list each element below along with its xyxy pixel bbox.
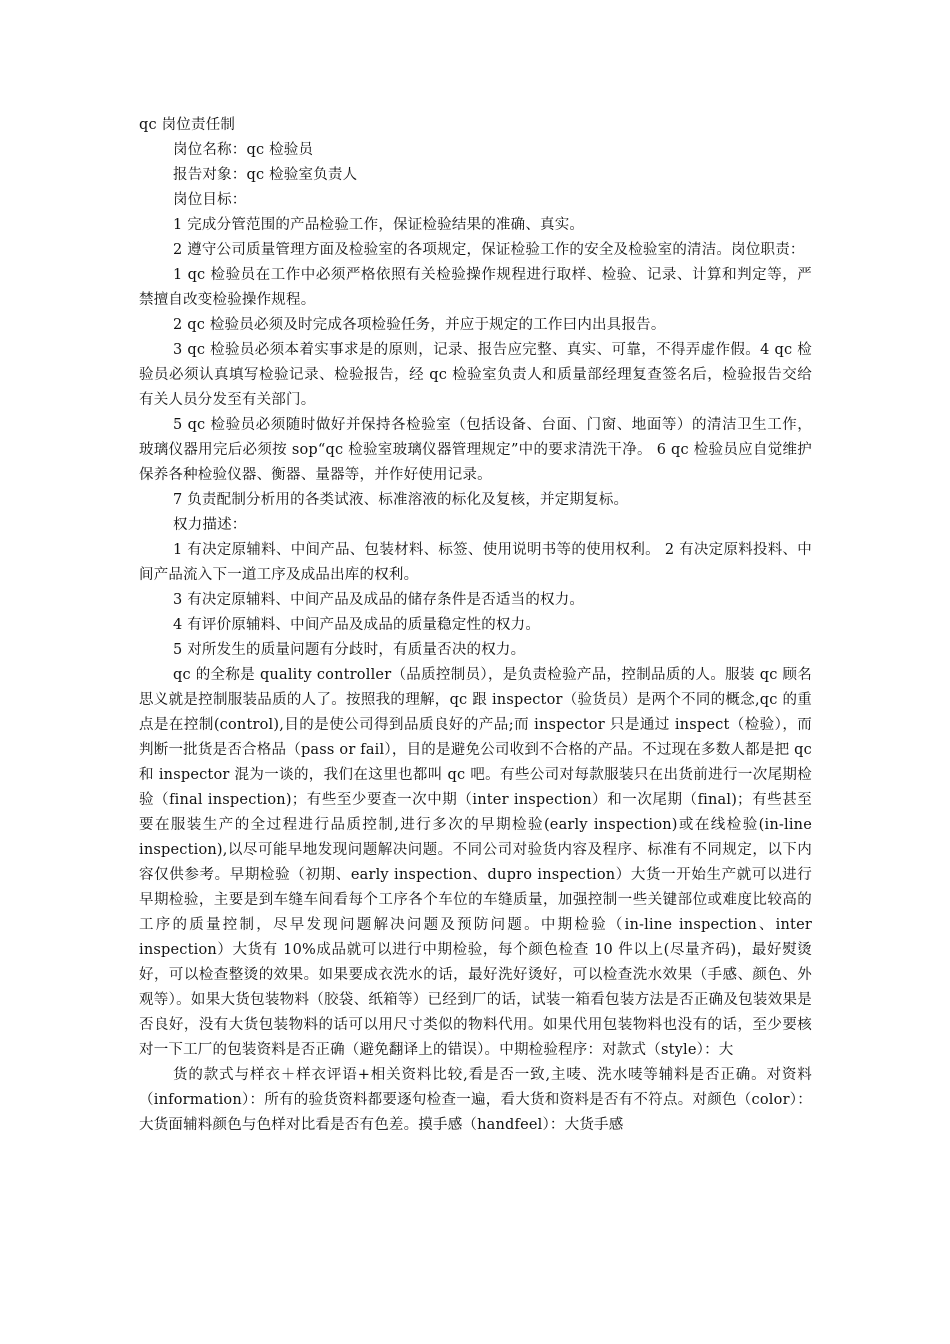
body-paragraph: 权力描述：	[173, 517, 247, 533]
body-paragraph: 报告对象：qc 检验室负责人	[173, 167, 358, 183]
body-paragraph: 5 qc 检验员必须随时做好并保持各检验室（包括设备、台面、门窗、地面等）的清洁卫生工作，玻璃仪器用完后必须按 sop“qc 检验室玻璃仪器管理规定”中的要求清洗干净。 6 qc 检验员应自觉维护保养各种检验仪器、衡器、量器等，并作好使用记录。	[139, 417, 812, 483]
body-paragraph: 1 qc 检验员在工作中必须严格依照有关检验操作规程进行取样、检验、记录、计算和判定等，严禁擅自改变检验操作规程。	[139, 267, 812, 308]
body-paragraph: 7 负责配制分析用的各类试液、标准溶液的标化及复核，并定期复标。	[173, 492, 629, 508]
body-paragraph: 岗位目标：	[173, 192, 247, 208]
body-paragraph: 2 遵守公司质量管理方面及检验室的各项规定，保证检验工作的安全及检验室的清洁。岗位职责：	[173, 242, 805, 258]
document-title: qc 岗位责任制	[139, 117, 236, 133]
body-paragraph: 岗位名称：qc 检验员	[173, 142, 314, 158]
body-paragraph: qc 的全称是 quality controller（品质控制员），是负责检验产品，控制品质的人。服装 qc 顾名思义就是控制服装品质的人了。按照我的理解，qc 跟 inspector（验货员）是两个不同的概念,qc 的重点是在控制(control),目的是使公司得到品质良好的产品;而 inspector 只是通过 inspect（检验），而判断一批货是否合格品（pass or fail），目的是避免公司收到不合格的产品。不过现在多数人都是把 qc 和 inspector 混为一谈的，我们在这里也都叫 qc 吧。有些公司对每款服装只在出货前进行一次尾期检验（final inspection)；有些至少要查一次中期（inter inspection）和一次尾期（final)；有些甚至要在服装生产的全过程进行品质控制,进行多次的早期检验(early inspection)或在线检验(in-line inspection),以尽可能早地发现问题解决问题。不同公司对验货内容及程序、标准有不同规定，以下内容仅供参考。早期检验（初期、early inspection、dupro inspection）大货一开始生产就可以进行早期检验，主要是到车缝车间看每个工序各个车位的车缝质量，加强控制一些关键部位或难度比较高的工序的质量控制，尽早发现问题解决问题及预防问题。中期检验（in-line inspection、inter inspection）大货有 10%成品就可以进行中期检验，每个颜色检查 10 件以上(尽量齐码)，最好熨烫好，可以检查整烫的效果。如果要成衣洗水的话，最好洗好烫好，可以检查洗水效果（手感、颜色、外观等）。如果大货包装物料（胶袋、纸箱等）已经到厂的话，试装一箱看包装方法是否正确及包装效果是否良好，没有大货包装物料的话可以用尺寸类似的物料代用。如果代用包装物料也没有的话，至少要核对一下工厂的包装资料是否正确（避免翻译上的错误）。中期检验程序：对款式（style）：大	[139, 667, 812, 1058]
body-paragraph: 2 qc 检验员必须及时完成各项检验任务，并应于规定的工作曰内出具报告。	[173, 317, 666, 333]
body-paragraph: 5 对所发生的质量问题有分歧时，有质量否决的权力。	[173, 642, 526, 658]
body-paragraph: 4 有评价原辅料、中间产品及成品的质量稳定性的权力。	[173, 617, 541, 633]
body-paragraph: 货的款式与样衣＋样衣评语+相关资料比较,看是否一致,主唛、洗水唛等辅料是否正确。对资料（information）：所有的验货资料都要逐句检查一遍，看大货和资料是否有不符点。对颜色（color）：大货面辅料颜色与色样对比看是否有色差。摸手感（handfeel）：大货手感	[139, 1067, 812, 1133]
document-page	[139, 113, 812, 1138]
body-paragraph: 1 有决定原辅料、中间产品、包装材料、标签、使用说明书等的使用权利。 2 有决定原料投料、中间产品流入下一道工序及成品出库的权利。	[139, 542, 812, 583]
document-body	[139, 138, 812, 1138]
body-paragraph: 3 有决定原辅料、中间产品及成品的储存条件是否适当的权力。	[173, 592, 585, 608]
body-paragraph: 1 完成分管范围的产品检验工作，保证检验结果的准确、真实。	[173, 217, 585, 233]
body-paragraph: 3 qc 检验员必须本着实事求是的原则，记录、报告应完整、真实、可靠，不得弄虚作假。4 qc 检验员必须认真填写检验记录、检验报告，经 qc 检验室负责人和质量部经理复查签名后，检验报告交给有关人员分发至有关部门。	[139, 342, 812, 408]
